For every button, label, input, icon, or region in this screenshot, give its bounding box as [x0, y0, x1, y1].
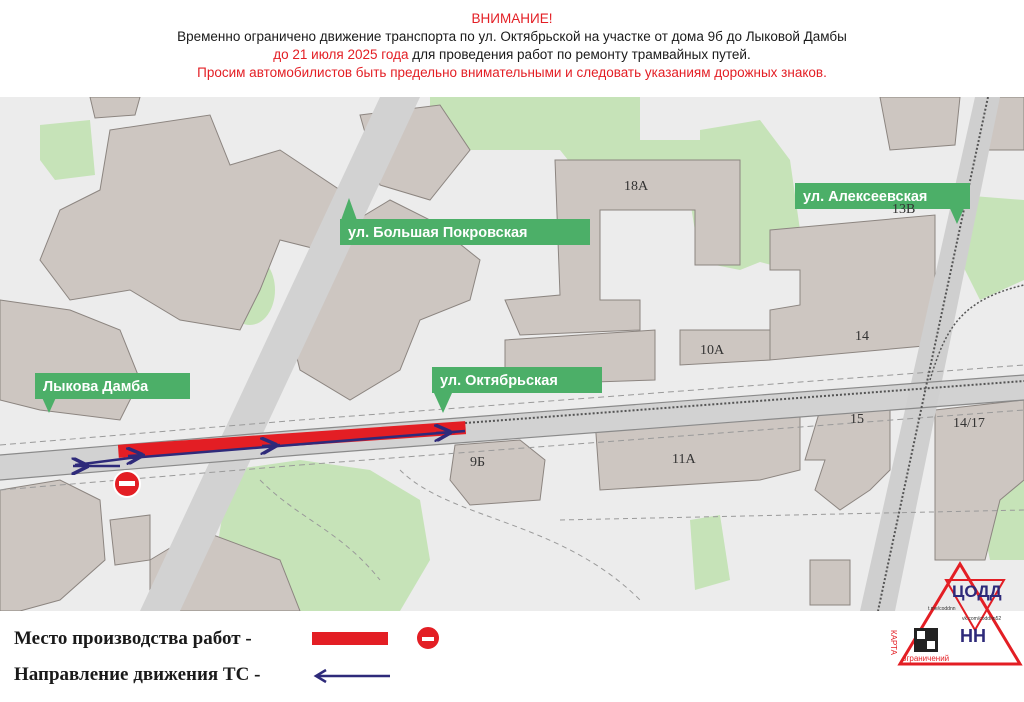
building-number-14: 14 [855, 329, 869, 344]
logo-city: НН [960, 626, 986, 646]
svg-text:ул. Большая Покровская: ул. Большая Покровская [348, 225, 528, 241]
notice-header [0, 10, 1024, 82]
svg-text:Лыкова Дамба: Лыкова Дамба [43, 379, 149, 395]
building-number-13v: 13В [892, 202, 916, 217]
building-number-18a: 18А [624, 179, 649, 194]
road-map [0, 97, 1024, 611]
direction-arrow-4 [436, 432, 455, 433]
notice-purpose: для проведения работ по ремонту трамвайных путей. [408, 47, 751, 62]
svg-text:ул. Октябрьская: ул. Октябрьская [440, 373, 558, 389]
notice-warning: Просим автомобилистов быть предельно внимательными и следовать указаниям дорожных знаков. [197, 65, 827, 80]
legend-work-site-label: Место производства работ - [14, 628, 252, 649]
logo-vk: vk.com/coddnn52 [962, 616, 1002, 622]
building-number-10a: 10А [700, 343, 725, 358]
building-number-15: 15 [850, 412, 864, 427]
logo-name: ЦОДД [952, 582, 1002, 601]
building-number-14-17: 14/17 [953, 416, 985, 431]
notice-line-restriction: Временно ограничено движение транспорта по ул. Октябрьской на участке от дома 9б до Лыковой Дамбы [177, 29, 847, 44]
legend-direction [14, 664, 260, 686]
codd-logo [889, 560, 1024, 670]
legend-red-bar [312, 632, 388, 645]
building-number-9b: 9Б [470, 455, 486, 470]
notice-line-date [0, 46, 1024, 64]
notice-date: до 21 июля 2025 года [273, 47, 409, 62]
legend-no-entry-icon [415, 625, 441, 651]
logo-tme: t.me/coddnn [928, 606, 956, 612]
logo-karta: КАРТА [889, 630, 898, 655]
direction-arrow-2 [128, 455, 145, 456]
notice-title: ВНИМАНИЕ! [471, 11, 553, 26]
legend-work-site [14, 628, 252, 650]
no-entry-sign [114, 471, 140, 497]
legend-direction-label: Направление движения ТС - [14, 664, 261, 685]
svg-text:ул. Алексеевская: ул. Алексеевская [803, 189, 928, 205]
direction-arrow-3 [262, 445, 280, 446]
legend-arrow-icon [312, 668, 392, 684]
logo-ogranicheniy: ограничений [902, 654, 950, 663]
building-number-11a: 11А [672, 452, 696, 467]
